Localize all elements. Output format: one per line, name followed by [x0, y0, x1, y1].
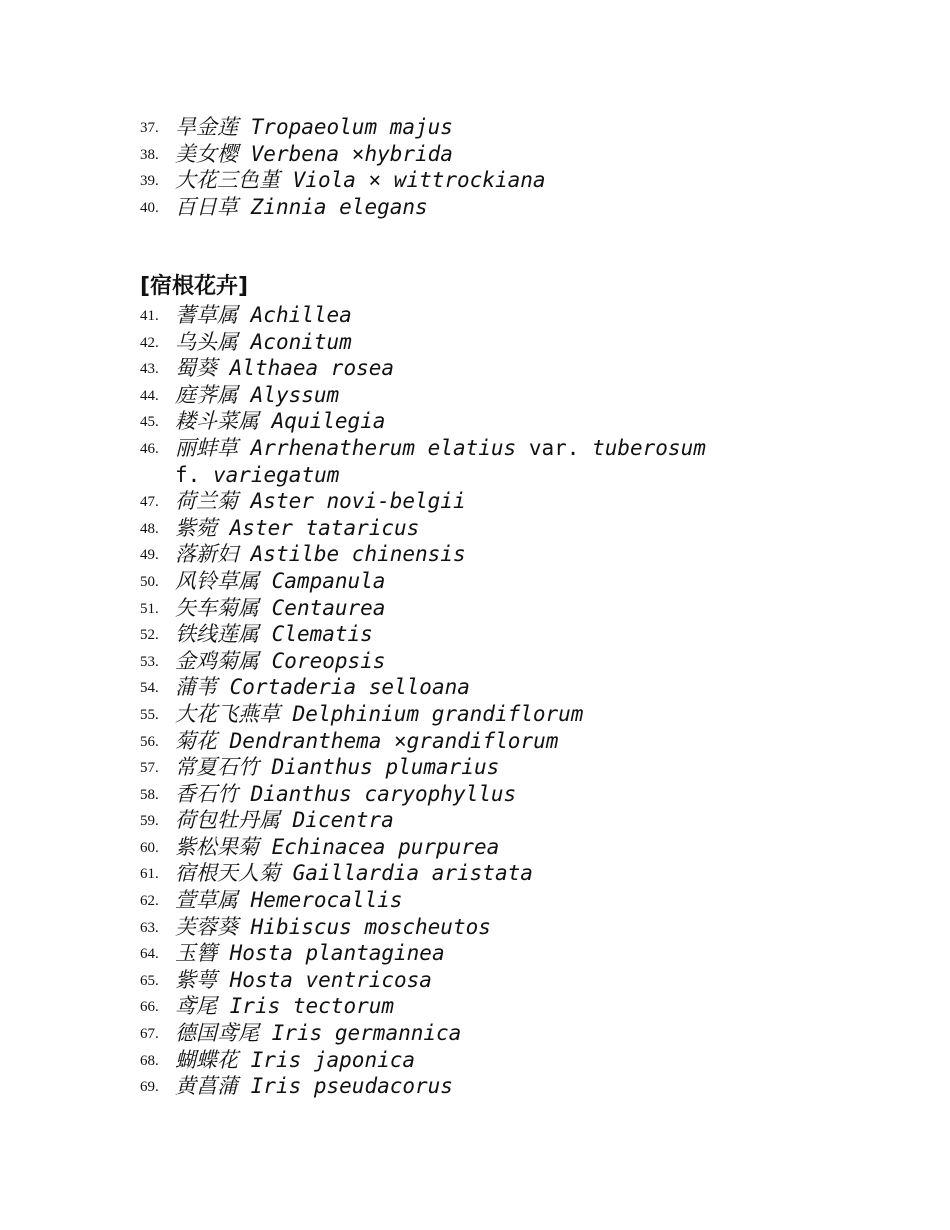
- item-number: 50.: [140, 573, 159, 590]
- list-item: [140, 621, 735, 648]
- chinese-name: 蜀葵: [175, 356, 217, 381]
- perennial-flower-list: [140, 302, 735, 1100]
- list-item: [140, 728, 735, 755]
- chinese-name: 大花飞燕草: [175, 701, 280, 726]
- list-item: [140, 568, 735, 595]
- latin-name: Echinacea purpurea: [271, 834, 500, 859]
- chinese-name: 鸢尾: [175, 994, 217, 1019]
- item-number: 41.: [140, 308, 159, 324]
- list-item: [140, 435, 735, 488]
- item-number: 58.: [140, 786, 159, 803]
- latin-name: Gaillardia aristata: [292, 861, 533, 886]
- item-number: 59.: [140, 813, 159, 830]
- list-item: [140, 887, 735, 914]
- chinese-name: 黄菖蒲: [175, 1074, 238, 1099]
- annual-flower-list: [140, 114, 546, 220]
- latin-name: Iris japonica: [250, 1047, 416, 1072]
- list-item: [140, 914, 735, 941]
- list-item: [140, 807, 735, 834]
- list-item: [140, 674, 735, 701]
- chinese-name: 紫松果菊: [175, 834, 259, 859]
- list-item: [140, 141, 546, 168]
- chinese-name: 蝴蝶花: [175, 1047, 238, 1072]
- latin-name: Aconitum: [250, 329, 352, 354]
- latin-name: Alyssum: [250, 382, 340, 407]
- item-number: 65.: [140, 972, 159, 989]
- latin-name: Althaea rosea: [229, 356, 395, 381]
- latin-name: Viola × wittrockiana: [292, 168, 546, 193]
- chinese-name: 菊花: [175, 728, 217, 753]
- list-item: [140, 382, 735, 409]
- chinese-name: 香石竹: [175, 781, 238, 806]
- latin-name: Aquilegia: [271, 409, 386, 434]
- list-item: [140, 1020, 735, 1047]
- chinese-name: 丽蚌草: [175, 435, 238, 460]
- latin-name: Tropaeolum majus: [250, 115, 453, 139]
- list-item: [140, 488, 735, 515]
- latin-name: Aster tataricus: [229, 515, 420, 540]
- item-number: 69.: [140, 1079, 159, 1096]
- chinese-name: 大花三色堇: [175, 168, 280, 193]
- rank-abbreviation: var.: [528, 435, 580, 460]
- list-item: [140, 167, 546, 194]
- item-number: 47.: [140, 494, 159, 511]
- item-number: 37.: [140, 120, 159, 136]
- item-number: 42.: [140, 334, 159, 351]
- latin-name: Astilbe chinensis: [250, 542, 466, 567]
- latin-epithet: tuberosum: [592, 435, 706, 460]
- item-number: 64.: [140, 946, 159, 963]
- list-item: [140, 194, 546, 221]
- chinese-name: 百日草: [175, 194, 238, 219]
- item-number: 49.: [140, 547, 159, 564]
- latin-name: Iris pseudacorus: [250, 1074, 453, 1099]
- item-number: 45.: [140, 414, 159, 431]
- chinese-name: 耧斗菜属: [175, 409, 259, 434]
- latin-name: Centaurea: [271, 595, 386, 620]
- item-number: 38.: [140, 146, 159, 163]
- list-item: [140, 329, 735, 356]
- chinese-name: 风铃草属: [175, 568, 259, 593]
- item-number: 56.: [140, 733, 159, 750]
- list-item: [140, 408, 735, 435]
- list-item: [140, 595, 735, 622]
- list-item: [140, 541, 735, 568]
- latin-name: Hosta ventricosa: [229, 967, 432, 992]
- item-number: 40.: [140, 199, 159, 216]
- section-heading: [宿根花卉]: [140, 274, 249, 299]
- latin-name: Coreopsis: [271, 648, 386, 673]
- latin-name: Zinnia elegans: [250, 194, 428, 219]
- chinese-name: 紫萼: [175, 967, 217, 992]
- latin-name: Arrhenatherum elatius: [250, 435, 517, 460]
- chinese-name: 玉簪: [175, 941, 217, 966]
- chinese-name: 乌头属: [175, 329, 238, 354]
- item-number: 61.: [140, 866, 159, 883]
- item-number: 43.: [140, 361, 159, 378]
- item-number: 66.: [140, 999, 159, 1016]
- list-item: [140, 302, 735, 329]
- latin-name: Hosta plantaginea: [229, 941, 445, 966]
- latin-name: Hibiscus moscheutos: [250, 914, 491, 939]
- item-number: 55.: [140, 706, 159, 723]
- list-item: [140, 648, 735, 675]
- latin-name: Iris tectorum: [229, 994, 395, 1019]
- item-number: 46.: [140, 440, 159, 457]
- chinese-name: 芙蓉葵: [175, 914, 238, 939]
- item-number: 53.: [140, 653, 159, 670]
- latin-name: Achillea: [250, 303, 352, 327]
- latin-name: Dendranthema ×grandiflorum: [229, 728, 559, 753]
- chinese-name: 矢车菊属: [175, 595, 259, 620]
- latin-name: Aster novi-belgii: [250, 489, 466, 514]
- item-number: 44.: [140, 387, 159, 404]
- item-number: 57.: [140, 760, 159, 777]
- latin-name: Hemerocallis: [250, 888, 403, 913]
- item-number: 67.: [140, 1026, 159, 1043]
- chinese-name: 德国鸢尾: [175, 1021, 259, 1046]
- chinese-name: 金鸡菊属: [175, 648, 259, 673]
- list-item: [140, 701, 735, 728]
- item-number: 52.: [140, 627, 159, 644]
- list-item: [140, 754, 735, 781]
- list-item: [140, 355, 735, 382]
- latin-name: Iris germannica: [271, 1021, 462, 1046]
- chinese-name: 宿根天人菊: [175, 861, 280, 886]
- list-item: [140, 993, 735, 1020]
- chinese-name: 庭荠属: [175, 382, 238, 407]
- item-number: 54.: [140, 680, 159, 697]
- chinese-name: 紫菀: [175, 515, 217, 540]
- latin-name: Delphinium grandiflorum: [292, 701, 584, 726]
- item-number: 62.: [140, 893, 159, 910]
- latin-epithet: variegatum: [212, 462, 340, 487]
- item-number: 63.: [140, 919, 159, 936]
- latin-name: Cortaderia selloana: [229, 675, 470, 700]
- rank-abbreviation: f.: [175, 462, 201, 487]
- chinese-name: 荷兰菊: [175, 489, 238, 514]
- latin-name: Clematis: [271, 622, 373, 647]
- latin-name: Dianthus caryophyllus: [250, 781, 517, 806]
- list-item: [140, 515, 735, 542]
- latin-name: Dianthus plumarius: [271, 755, 500, 780]
- item-number: 51.: [140, 600, 159, 617]
- item-number: 68.: [140, 1052, 159, 1069]
- list-item: [140, 860, 735, 887]
- item-number: 48.: [140, 520, 159, 537]
- item-number: 60.: [140, 839, 159, 856]
- chinese-name: 铁线莲属: [175, 622, 259, 647]
- list-item: [140, 1073, 735, 1100]
- chinese-name: 常夏石竹: [175, 755, 259, 780]
- latin-name: Verbena ×hybrida: [250, 141, 453, 166]
- list-item: [140, 1047, 735, 1074]
- list-item: [140, 114, 546, 141]
- list-item: [140, 967, 735, 994]
- chinese-name: 落新妇: [175, 542, 238, 567]
- item-number: 39.: [140, 173, 159, 190]
- chinese-name: 蒲苇: [175, 675, 217, 700]
- chinese-name: 美女樱: [175, 141, 238, 166]
- list-item: [140, 834, 735, 861]
- chinese-name: 旱金莲: [175, 115, 238, 139]
- chinese-name: 萱草属: [175, 888, 238, 913]
- latin-name: Dicentra: [292, 808, 394, 833]
- list-item: [140, 781, 735, 808]
- chinese-name: 荷包牡丹属: [175, 808, 280, 833]
- chinese-name: 蓍草属: [175, 303, 238, 327]
- latin-name: Campanula: [271, 568, 386, 593]
- list-item: [140, 940, 735, 967]
